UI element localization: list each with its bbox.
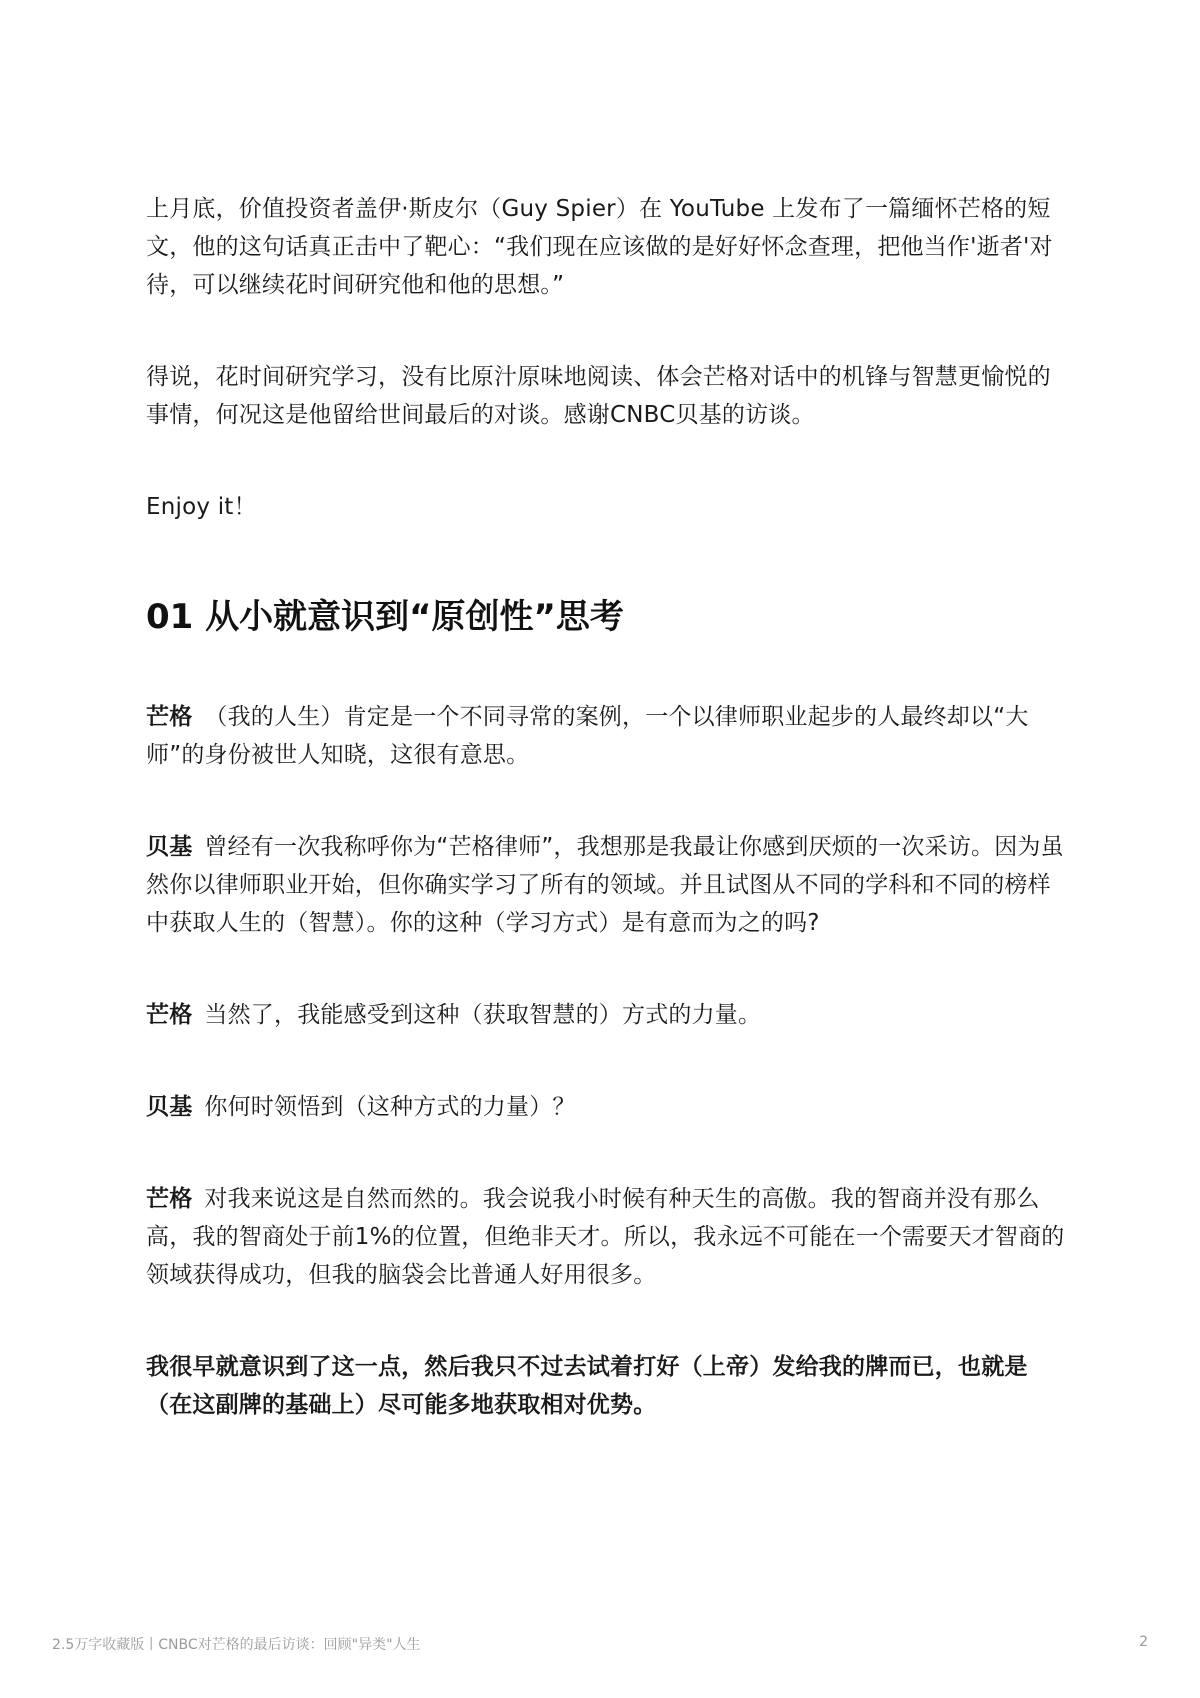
speaker-name: 贝基: [146, 834, 193, 860]
intro-paragraph: 得说，花时间研究学习，没有比原汁原味地阅读、体会芒格对话中的机锋与智慧更愉悦的事情，何况这是他留给世间最后的对谈。感谢CNBC贝基的访谈。: [146, 364, 1051, 428]
intro-paragraph: 上月底，价值投资者盖伊·斯皮尔（Guy Spier）在 YouTube 上发布了一篇缅怀芒格的短文，他的这句话真正击中了靶心：“我们现在应该做的是好好怀念查理，把他当作'逝者'对待，可以继续花时间研究他和他的思想。”: [146, 196, 1053, 298]
speaker-name: 芒格: [146, 1186, 193, 1212]
dialogue-text: 曾经有一次我称呼你为“芒格律师”，我想那是我最让你感到厌烦的一次采访。因为虽然你以律师职业开始，但你确实学习了所有的领域。并且试图从不同的学科和不同的榜样中获取人生的（智慧）。你的这种（学习方式）是有意而为之的吗?: [146, 834, 1064, 936]
intro-paragraph: Enjoy it！: [146, 494, 257, 520]
footer-document-title: 2.5万字收藏版丨CNBC对芒格的最后访谈：回顾"异类"人生: [52, 1637, 421, 1653]
dialogue-text: 对我来说这是自然而然的。我会说我小时候有种天生的高傲。我的智商并没有那么高，我的智商处于前1%的位置，但绝非天才。所以，我永远不可能在一个需要天才智商的领域获得成功，但我的脑袋会比普通人好用很多。: [146, 1186, 1065, 1288]
article-body: [146, 190, 1066, 1424]
dialogue-paragraph: [146, 996, 1066, 1034]
speaker-name: 芒格: [146, 1002, 193, 1028]
speaker-name: 芒格: [146, 704, 193, 730]
dialogue-paragraph: [146, 828, 1066, 942]
dialogue-text: 当然了，我能感受到这种（获取智慧的）方式的力量。: [204, 1002, 762, 1028]
emphasis-paragraph: 我很早就意识到了这一点，然后我只不过去试着打好（上帝）发给我的牌而已，也就是（在这副牌的基础上）尽可能多地获取相对优势。: [146, 1354, 1028, 1418]
section-heading: 01 从小就意识到“原创性”思考: [146, 597, 624, 637]
dialogue-text: 你何时领悟到（这种方式的力量）？: [204, 1094, 576, 1120]
dialogue-paragraph: [146, 1180, 1066, 1294]
speaker-name: 贝基: [146, 1094, 193, 1120]
page-number: 2: [1139, 1634, 1148, 1650]
dialogue-paragraph: [146, 1088, 1066, 1126]
dialogue-paragraph: [146, 698, 1066, 774]
dialogue-text: （我的人生）肯定是一个不同寻常的案例，一个以律师职业起步的人最终却以“大师”的身份被世人知晓，这很有意思。: [146, 704, 1029, 768]
